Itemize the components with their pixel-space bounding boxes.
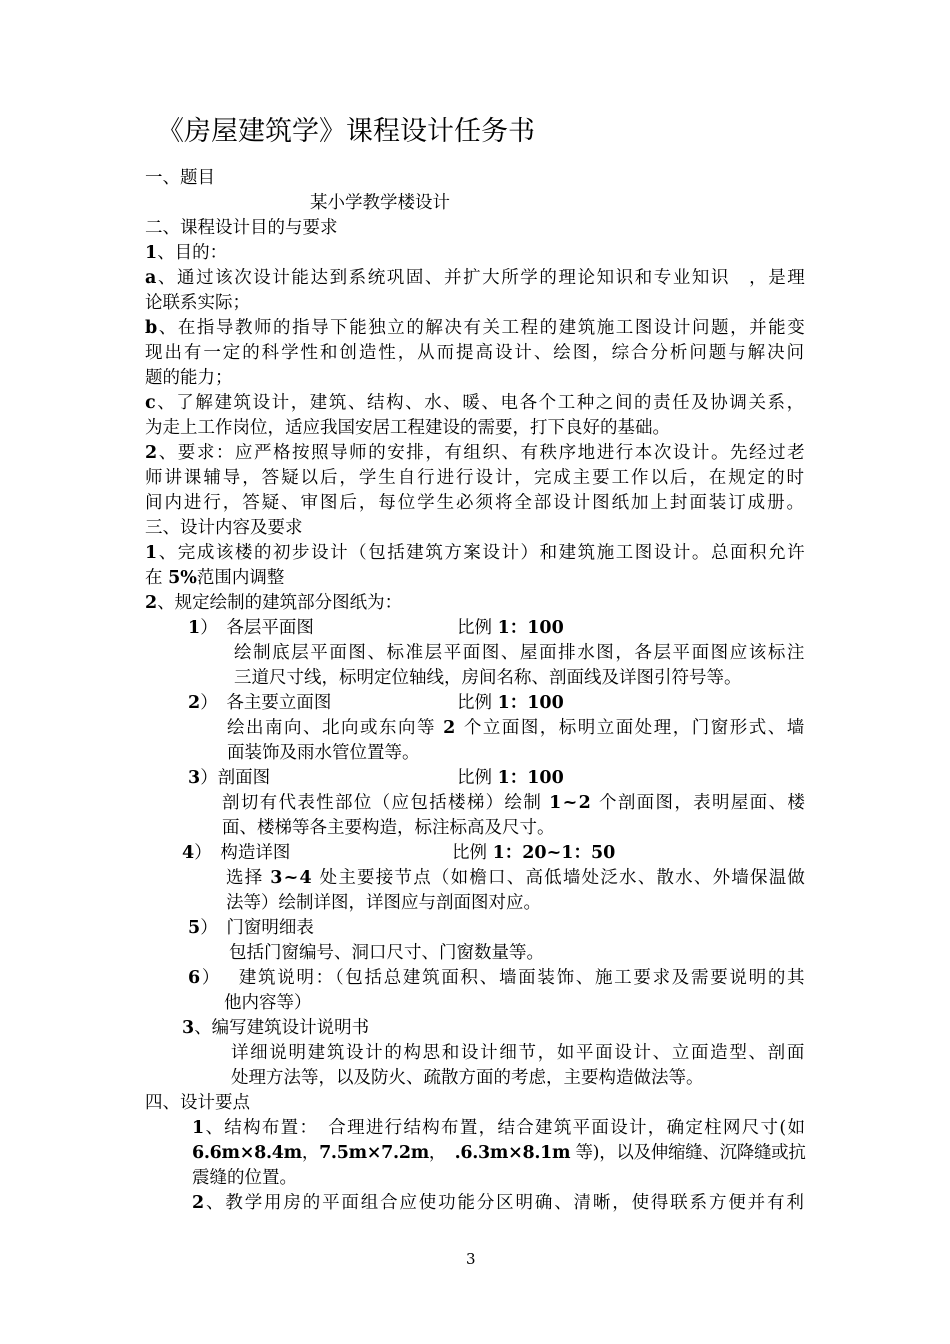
text-line [145, 441, 806, 466]
bold-label: 1 [145, 543, 159, 563]
bold-label: 2 [192, 1193, 207, 1213]
text-line [145, 541, 806, 566]
bold-label: 1 [145, 243, 158, 263]
bold-label: 2 [188, 693, 201, 713]
text-line [188, 766, 564, 791]
line-text: 范围内调整 [196, 568, 285, 588]
text-line [145, 491, 806, 516]
bold-label: 1 [192, 1118, 206, 1138]
text-line [192, 1116, 806, 1141]
bold-label: 6 [188, 968, 202, 988]
text-line [227, 741, 420, 766]
line-text: ） 各层平面图 [200, 618, 314, 638]
bold-label: 5% [168, 568, 197, 588]
line-text: 他内容等） [224, 993, 312, 1013]
line-text: 四、设计要点 [145, 1093, 250, 1113]
bold-label: b [145, 318, 159, 338]
line-text: 剖切有代表性部位（应包括楼梯）绘制 [222, 793, 550, 813]
text-line [145, 1091, 250, 1116]
bold-label: 5 [188, 918, 201, 938]
text-line [145, 216, 338, 241]
line-text: 、目的： [157, 243, 228, 263]
line-text: 某小学教学楼设计 [310, 193, 450, 213]
scale-label: 比例 1：100 [457, 768, 564, 788]
text-line [192, 1166, 297, 1191]
bold-label: 2 [443, 718, 457, 738]
line-text: ， [301, 1143, 320, 1163]
line-text: 一、题目 [145, 168, 215, 188]
text-line [145, 466, 806, 491]
text-line [231, 1066, 704, 1091]
bold-label: c [145, 393, 158, 413]
bold-label: 2 [145, 443, 159, 463]
text-line [145, 391, 806, 416]
text-line [310, 191, 450, 216]
line-text: 、了解建筑设计，建筑、结构、水、暖、电各个工种之间的责任及协调关系， [157, 393, 806, 413]
text-line [182, 841, 616, 866]
line-text: ） 建筑说明：（包括总建筑面积、墙面装饰、施工要求及需要说明的其 [201, 968, 807, 988]
text-line [234, 666, 742, 691]
text-line [227, 716, 806, 741]
line-text: 、结构布置： 合理进行结构布置，结合建筑平面设计，确定柱网尺寸(如 [205, 1118, 807, 1138]
bold-label: 3~4 [270, 868, 313, 888]
line-text: 题的能力； [145, 368, 233, 388]
text-line [222, 791, 806, 816]
bold-label: .6.3m×8.1m [454, 1143, 571, 1163]
line-text: 个立面图，标明立面处理，门窗形式、墙 [456, 718, 806, 738]
line-text: 、完成该楼的初步设计（包括建筑方案设计）和建筑施工图设计。总面积允许 [158, 543, 807, 563]
line-text: 现出有一定的科学性和创造性，从而提高设计、绘图，综合分析问题与解决问 [145, 343, 806, 363]
line-text: ） 门窗明细表 [200, 918, 314, 938]
text-line [145, 266, 806, 291]
text-line [145, 366, 233, 391]
bold-label: 1 [188, 618, 201, 638]
line-text: 法等）绘制详图，详图应与剖面图对应。 [226, 893, 541, 913]
bold-label: 3 [182, 1018, 195, 1038]
line-text: ） 各主要立面图 [200, 693, 332, 713]
text-line [229, 941, 544, 966]
text-line [188, 616, 564, 641]
text-line [145, 416, 670, 441]
line-text: 面、楼梯等各主要构造，标注标高及尺寸。 [222, 818, 555, 838]
line-text: ， [428, 1143, 455, 1163]
bold-label: 1~2 [549, 793, 593, 813]
text-line [234, 641, 806, 666]
line-text: 选择 [226, 868, 271, 888]
text-line [192, 1191, 806, 1216]
scale-label: 比例 1：20~1：50 [452, 843, 616, 863]
line-text: 等)，以及伸缩缝、沉降缝或抗 [570, 1143, 806, 1163]
line-text: 论联系实际； [145, 293, 250, 313]
line-text: 震缝的位置。 [192, 1168, 297, 1188]
line-text: 面装饰及雨水管位置等。 [227, 743, 420, 763]
line-text: 师讲课辅导，答疑以后，学生自行进行设计，完成主要工作以后，在规定的时 [145, 468, 806, 488]
text-line [145, 241, 227, 266]
scale-label: 比例 1：100 [457, 693, 564, 713]
bold-label: 4 [182, 843, 195, 863]
line-text: 绘出南向、北向或东向等 [227, 718, 444, 738]
text-line [145, 341, 806, 366]
line-text: 个剖面图，表明屋面、楼 [592, 793, 807, 813]
line-text: 处主要接节点（如檐口、高低墙处泛水、散水、外墙保温做 [312, 868, 807, 888]
text-line [226, 891, 541, 916]
text-line [145, 566, 284, 591]
text-line [182, 1016, 369, 1041]
line-text: 、通过该次设计能达到系统巩固、并扩大所学的理论知识和专业知识 ，是理 [157, 268, 807, 288]
text-line [222, 816, 555, 841]
text-line [145, 516, 303, 541]
text-line [145, 316, 806, 341]
line-text: 、教学用房的平面组合应使功能分区明确、清晰，使得联系方便并有利 [206, 1193, 806, 1213]
text-line [231, 1041, 806, 1066]
line-text: ）剖面图 [200, 768, 271, 788]
text-line [188, 691, 564, 716]
line-text: 详细说明建筑设计的构思和设计细节，如平面设计、立面造型、剖面 [231, 1043, 806, 1063]
bold-label: 6.6m×8.4m [192, 1143, 302, 1163]
text-line [188, 916, 314, 941]
line-text: 为走上工作岗位，适应我国安居工程建设的需要，打下良好的基础。 [145, 418, 670, 438]
line-text: 、规定绘制的建筑部分图纸为： [157, 593, 403, 613]
bold-label: 7.5m×7.2m [319, 1143, 429, 1163]
page-number: 3 [466, 1250, 476, 1268]
line-text: 、要求：应严格按照导师的安排，有组织、有秩序地进行本次设计。先经过老 [158, 443, 807, 463]
text-line [192, 1141, 806, 1166]
line-text: 三、设计内容及要求 [145, 518, 303, 538]
line-text: 包括门窗编号、洞口尺寸、门窗数量等。 [229, 943, 544, 963]
bold-label: 2 [145, 593, 158, 613]
line-text: 二、课程设计目的与要求 [145, 218, 338, 238]
document-title: 《房屋建筑学》课程设计任务书 [157, 116, 535, 147]
bold-label: 3 [188, 768, 201, 788]
line-text: 、在指导教师的指导下能独立的解决有关工程的建筑施工图设计问题，并能变 [158, 318, 807, 338]
scale-label: 比例 1：100 [457, 618, 564, 638]
text-line [145, 291, 250, 316]
line-text: 在 [145, 568, 169, 588]
text-line [145, 591, 402, 616]
line-text: ） 构造详图 [194, 843, 291, 863]
line-text: 间内进行，答疑、审图后，每位学生必须将全部设计图纸加上封面装订成册。 [145, 493, 806, 513]
line-text: 处理方法等，以及防火、疏散方面的考虑，主要构造做法等。 [231, 1068, 704, 1088]
text-line [145, 166, 215, 191]
text-line [226, 866, 806, 891]
line-text: 绘制底层平面图、标准层平面图、屋面排水图，各层平面图应该标注 [234, 643, 806, 663]
line-text: 、编写建筑设计说明书 [194, 1018, 370, 1038]
text-line [224, 991, 312, 1016]
line-text: 三道尺寸线，标明定位轴线，房间名称、剖面线及详图引符号等。 [234, 668, 742, 688]
text-line [188, 966, 806, 991]
bold-label: a [145, 268, 158, 288]
